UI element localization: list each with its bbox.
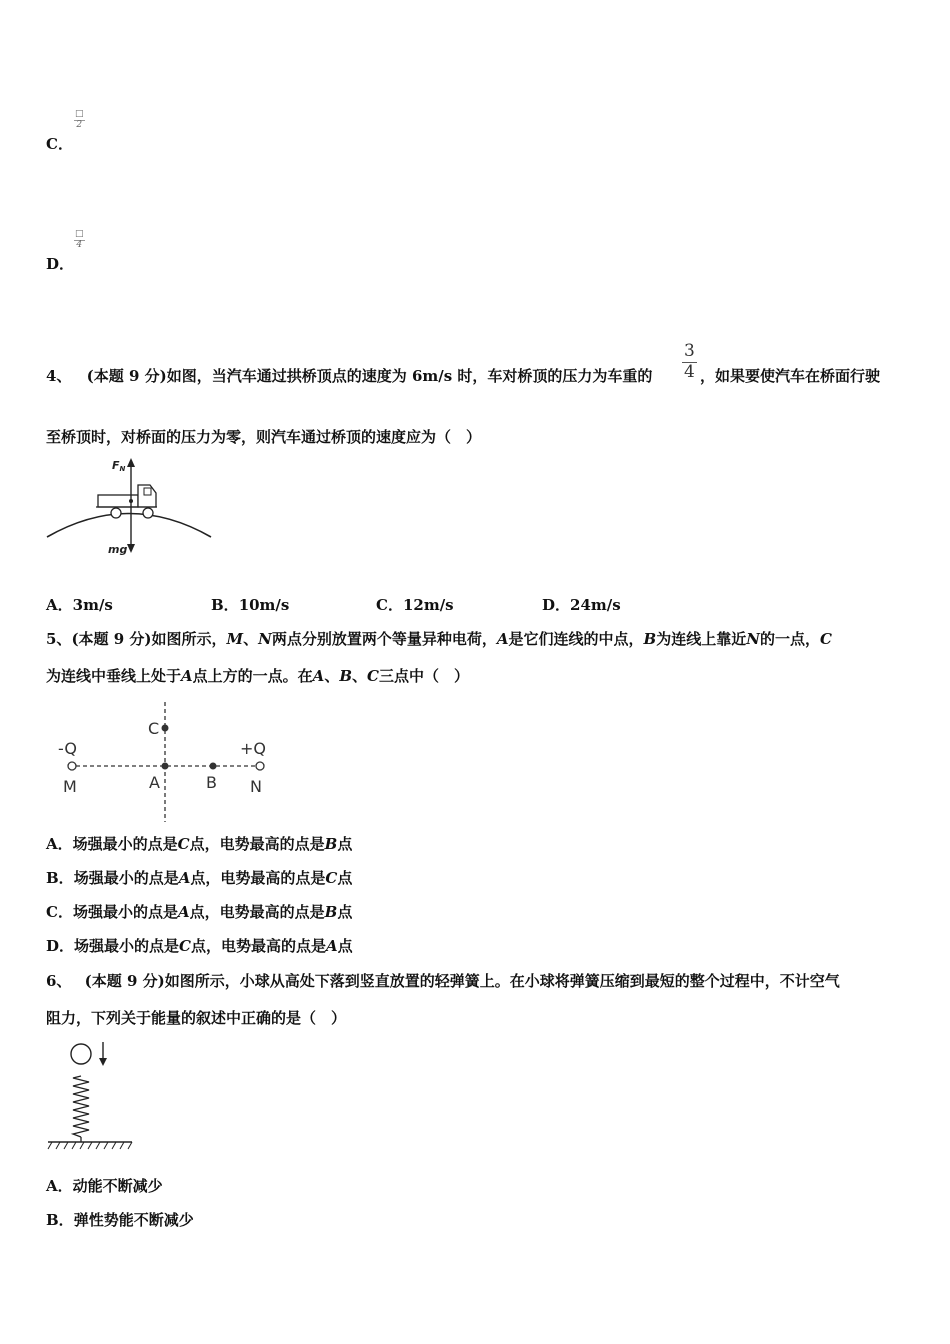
fn-label: FN: [112, 459, 126, 473]
charges-figure: [52, 698, 282, 826]
option-d-fraction: [74, 230, 85, 251]
option-label: B．: [211, 596, 239, 614]
q5-text: 为连线上靠近: [656, 630, 747, 648]
q6-text-line1: (本题 9 分)如图所示，小球从高处下落到竖直放置的轻弹簧上。在小球将弹簧压缩到最短的整个过程中，不计空气: [84, 972, 840, 990]
var-a: A: [496, 630, 509, 648]
q5-text: 、: [324, 667, 340, 685]
q4-text-part1: (本题 9 分)如图，当汽车通过拱桥顶点的速度为 6m/s 时，车对桥顶的压力为车重的: [86, 367, 653, 385]
q5-text: 为连线中垂线上处于: [46, 667, 182, 685]
fraction-numerator: 3: [684, 341, 695, 361]
option-text: 点，电势最高的点是: [190, 937, 326, 955]
label-b: B: [206, 773, 217, 792]
option-var: C: [177, 835, 190, 853]
fraction-numerator: □: [75, 109, 84, 119]
arrowhead-down-icon: [99, 1058, 107, 1066]
bridge-arc: [47, 514, 211, 538]
charge-m-dot: [68, 762, 76, 770]
point-a-dot: [162, 763, 169, 770]
neg-charge-label: -Q: [58, 739, 77, 758]
option-text: 24m/s: [570, 596, 621, 614]
arrowhead-up-icon: [127, 458, 135, 467]
q5-text: 的一点，: [759, 630, 820, 648]
option-var: A: [177, 903, 190, 921]
q5-text: 是它们连线的中点，: [508, 630, 644, 648]
mg-label: mg: [108, 543, 128, 556]
q4-line1: [46, 369, 652, 384]
option-label: D．: [46, 937, 75, 955]
center-of-mass-dot: [129, 499, 133, 503]
option-text: 场强最小的点是: [73, 869, 179, 887]
var-c: C: [367, 667, 379, 685]
fraction-numerator: □: [75, 229, 84, 239]
var-n: N: [258, 630, 272, 648]
option-c-label: C．: [46, 135, 73, 153]
option-var: A: [178, 869, 191, 887]
q6-line2: 阻力，下列关于能量的叙述中正确的是（ ）: [46, 1009, 347, 1027]
option-var: C: [325, 869, 338, 887]
option-text: 点，电势最高的点是: [189, 903, 325, 921]
spring-ball-figure: [44, 1038, 139, 1153]
var-a: A: [181, 667, 193, 685]
fraction-denominator: 4: [76, 239, 83, 250]
option-text: 点: [337, 869, 353, 887]
q4-text-part2: ，如果要使汽车在桥面行驶: [700, 367, 881, 385]
option-label: C．: [376, 596, 403, 614]
option-text: 10m/s: [238, 596, 290, 614]
var-c: C: [819, 630, 832, 648]
option-text: 弹性势能不断减少: [73, 1211, 194, 1229]
q5-text: 两点分别放置两个等量异种电荷，: [271, 630, 497, 648]
option-label: A．: [46, 835, 73, 853]
q5-option-a: [46, 837, 352, 852]
option-var: B: [324, 835, 338, 853]
option-var: C: [179, 937, 191, 955]
ball-icon: [71, 1044, 91, 1064]
q5-text: 、: [352, 667, 368, 685]
var-b: B: [643, 630, 657, 648]
spring-icon: [73, 1076, 89, 1137]
option-text: 12m/s: [402, 596, 454, 614]
option-text: 场强最小的点是: [72, 835, 178, 853]
var-b: B: [339, 667, 353, 685]
arrowhead-down-icon: [127, 544, 135, 553]
charge-n-dot: [256, 762, 264, 770]
q4-number: 4、: [46, 367, 72, 385]
q5-text: (本题 9 分)如图所示，: [71, 630, 227, 648]
label-c: C: [148, 719, 160, 738]
point-c-dot: [162, 725, 169, 732]
ground-hatch: [48, 1142, 132, 1149]
var-n: N: [746, 630, 760, 648]
option-label: C．: [46, 903, 73, 921]
option-d-label: D．: [46, 255, 75, 273]
option-text: 点，电势最高的点是: [189, 835, 325, 853]
option-label: B．: [46, 1211, 74, 1229]
q4-option-c: [376, 598, 454, 613]
option-text: 场强最小的点是: [74, 937, 180, 955]
q5-option-b: [46, 871, 352, 886]
q5-option-c: [46, 905, 352, 920]
point-b-dot: [210, 763, 217, 770]
q4-fraction: [682, 342, 697, 382]
q4-line2: 至桥顶时，对桥面的压力为零，则汽车通过桥顶的速度应为（ ）: [46, 428, 482, 446]
option-label: D．: [542, 596, 571, 614]
bridge-car-figure: [44, 455, 214, 560]
q6-option-b: [46, 1213, 194, 1228]
q4-option-b: [211, 598, 289, 613]
option-text: 点: [337, 835, 353, 853]
q5-number: 5、: [46, 630, 72, 648]
label-n: N: [250, 777, 262, 796]
q5-option-d: [46, 939, 353, 954]
label-a: A: [149, 773, 160, 792]
q5-text: 、: [243, 630, 259, 648]
q5-text: 三点中（ ）: [378, 667, 469, 685]
fraction-denominator: 4: [684, 361, 695, 382]
option-text: 3m/s: [72, 596, 113, 614]
option-var: B: [324, 903, 338, 921]
q5-line1: [46, 632, 832, 647]
option-label: A．: [46, 596, 73, 614]
q5-line2: [46, 669, 469, 684]
var-m: M: [226, 630, 244, 648]
option-text: 场强最小的点是: [72, 903, 178, 921]
option-c-fraction: [74, 110, 85, 131]
option-text: 点，电势最高的点是: [190, 869, 326, 887]
option-text: 动能不断减少: [72, 1177, 163, 1195]
q6-option-a: [46, 1179, 163, 1194]
label-m: M: [63, 777, 77, 796]
option-label: A．: [46, 1177, 73, 1195]
q4-option-d: [542, 598, 621, 613]
option-text: 点: [337, 937, 353, 955]
option-label: B．: [46, 869, 74, 887]
q5-text: 点上方的一点。在: [192, 667, 313, 685]
option-var: A: [326, 937, 338, 955]
pos-charge-label: +Q: [240, 739, 266, 758]
fraction-denominator: 2: [76, 119, 83, 130]
var-a: A: [312, 667, 325, 685]
q6-line1: [46, 974, 840, 989]
q4-option-a: [46, 598, 113, 613]
q6-number: 6、: [46, 972, 72, 990]
option-text: 点: [337, 903, 353, 921]
